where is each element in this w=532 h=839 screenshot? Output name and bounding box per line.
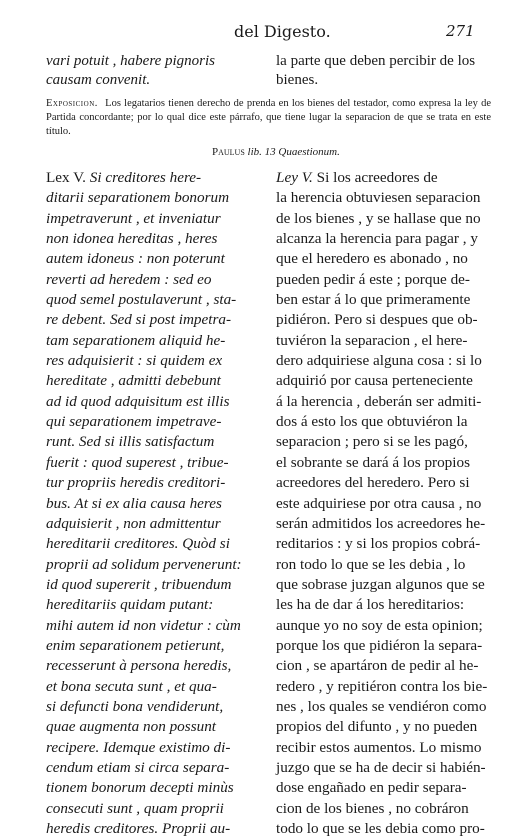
text-line: pidiéron. Pero si despues que ob- (276, 311, 478, 329)
text-line: propios del difunto , y no pueden (276, 718, 478, 736)
text-line: cion , se apartáron de pedir al he- (276, 657, 479, 675)
text-line: el sobrante se dará á los propios (276, 453, 471, 471)
text-line: heredis creditores. Proprii au- (46, 820, 231, 837)
page-number: 271 (446, 22, 475, 40)
ley-label: Ley V. (276, 169, 313, 186)
text-line: dero adquiriese alguna cosa : si lo (276, 352, 482, 370)
text-line: enim separationem petierunt, (46, 636, 225, 654)
text-line: vari potuit , habere pignoris (46, 53, 216, 69)
source-citation (212, 146, 340, 158)
text-line: pueden pedir á este ; porque de- (276, 270, 470, 288)
text-line: alcanza la herencia para pagar , y (276, 230, 478, 248)
text-line: dose engañado en pedir separa- (276, 779, 467, 797)
source-author: Paulus (212, 146, 245, 158)
text-line: bus. At si ex alia causa heres (46, 494, 222, 512)
exposition-label: Exposicion. (46, 98, 98, 109)
continued-spanish-text (276, 52, 491, 90)
source-book: lib. 13 (247, 146, 276, 158)
text-line: qui separationem impetrave- (46, 413, 222, 431)
text-line: non idonea hereditas , heres (46, 230, 218, 248)
lex-label: Lex V. (46, 169, 86, 186)
text-line: adquisierit , non admittentur (46, 514, 221, 532)
text-line: reverti ad heredem : sed eo (46, 270, 212, 288)
text-line: cion de los bienes , no cobráron (276, 799, 469, 817)
text-line: id quod supererit , tribuendum (46, 575, 232, 593)
text-line: recibir estos aumentos. Lo mismo (276, 738, 482, 756)
text-line: proprii ad solidum pervenerunt: (46, 555, 242, 573)
text-line: consecuti sunt , quam proprii (46, 799, 224, 817)
text-line: ron todo lo que se les debia , lo (276, 555, 466, 573)
text-line: juzgo que se ha de decir si habién- (276, 758, 486, 776)
source-work: Quaestionum. (278, 146, 340, 158)
exposition-note (46, 97, 491, 139)
text-line: bienes. (276, 72, 319, 88)
text-line: hereditariis quidam putant: (46, 596, 214, 614)
page-header (0, 22, 532, 42)
running-title: del Digesto. (234, 22, 331, 41)
text-line: mihi autem id non videtur : cùm (46, 616, 241, 634)
text-line: fuerit : quod superest , tribue- (46, 453, 229, 471)
text-line: tur propriis heredis creditori- (46, 474, 226, 492)
text-line: quae augmenta non possunt (46, 718, 217, 736)
text-line: porque los que pidiéron la separa- (276, 636, 483, 654)
text-line: que el heredero es abonado , no (276, 250, 468, 268)
text-line: et bona secuta sunt , et qua- (46, 677, 217, 695)
text-line: quod semel postulaverunt , sta- (46, 291, 237, 309)
text-line: impetraverunt , et inveniatur (46, 209, 221, 227)
text-line (46, 168, 266, 188)
text-line: recipere. Idemque existimo di- (46, 738, 231, 756)
text-line: redero , y repitiéron contra los bie- (276, 677, 488, 695)
text-line: serán admitidos los acreedores he- (276, 514, 486, 532)
text-line: runt. Sed si illis satisfactum (46, 433, 215, 451)
text-line: hereditarii creditores. Quòd si (46, 535, 230, 553)
text-line: ad id quod adquisitum est illis (46, 392, 230, 410)
continued-latin-text (46, 52, 266, 90)
text-line: res adquisierit : si quidem ex (46, 352, 223, 370)
text-line: á la herencia , deberán ser admiti- (276, 392, 482, 410)
text-line: acreedores del heredero. Pero si (276, 474, 470, 492)
text-line: recesserunt à persona heredis, (46, 657, 232, 675)
text-line: dos á esto los que obtuviéron la (276, 413, 468, 431)
spanish-column (276, 168, 491, 839)
text-line: tuviéron la separacion , el here- (276, 331, 468, 349)
spanish-first-line: Si los acreedores de (316, 169, 438, 186)
text-line: adquirió por causa perteneciente (276, 372, 473, 390)
text-line: la parte que deben percibir de los (276, 53, 476, 69)
exposition-text: Los legatarios tienen derecho de prenda en los bienes del testador, como expresa la ley de Partida concordante; por lo qual dice este párrafo, que tiene lugar la separacion de que se trata en este título. (46, 98, 491, 137)
text-line: aunque yo no soy de esta opinion; (276, 616, 483, 634)
text-line: de los bienes , y se hallase que no (276, 209, 481, 227)
text-line: que sobrase juzgan algunos que se (276, 575, 485, 593)
text-line: si defuncti bona vendiderunt, (46, 697, 224, 715)
text-line: ditarii separationem bonorum (46, 189, 230, 207)
text-line: cendum etiam si circa separa- (46, 758, 230, 776)
text-line: hereditate , admitti debebunt (46, 372, 221, 390)
text-line: todo lo que se les debia como pro- (276, 820, 485, 837)
latin-first-line: Si creditores here- (89, 169, 202, 186)
text-line: autem idoneus : non poterunt (46, 250, 225, 268)
text-line: ben estar á lo que primeramente (276, 291, 471, 309)
text-line: separacion ; pero si se les pagó, (276, 433, 468, 451)
text-line: reditarios : y si los propios cobrá- (276, 535, 481, 553)
text-line: nes , los quales se vendiéron como (276, 697, 487, 715)
text-line: re debent. Sed si post impetra- (46, 311, 232, 329)
text-line: les ha de dar á los hereditarios: (276, 596, 465, 614)
text-line: causam convenit. (46, 72, 151, 88)
text-line (276, 168, 491, 188)
latin-column (46, 168, 266, 839)
text-line: este adquiriese por otra causa , no (276, 494, 482, 512)
text-line: la herencia obtuviesen separacion (276, 189, 481, 207)
text-line: tionem bonorum decepti minùs (46, 779, 234, 797)
text-line: tam separationem aliquid he- (46, 331, 226, 349)
